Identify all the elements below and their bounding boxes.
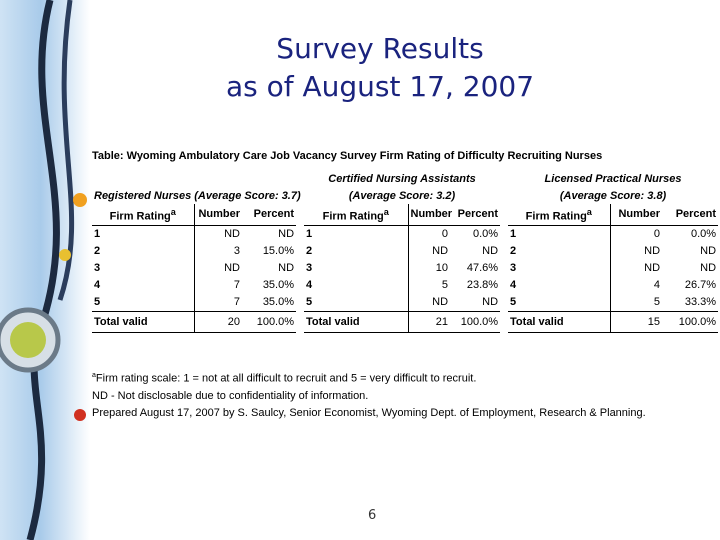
col-number-cna: Number — [408, 204, 450, 225]
total-cna-percent: 100.0% — [450, 311, 500, 332]
table-row — [92, 225, 718, 243]
lpn-percent-cell: ND — [700, 262, 717, 275]
cna-percent-cell: 47.6% — [466, 262, 499, 275]
table-row — [92, 243, 718, 260]
rn-percent-cell: 15.0% — [262, 245, 295, 258]
col-number-rn: Number — [194, 204, 242, 225]
rn-number-cell: 7 — [233, 296, 240, 309]
cna-percent-cell: 0.0% — [472, 228, 499, 241]
lpn-number-cell: 5 — [653, 296, 661, 309]
total-label: Total valid — [92, 311, 194, 332]
cna-number-cell: 5 — [441, 279, 449, 292]
total-label: Total valid — [508, 311, 610, 332]
rating-cell: 3 — [304, 260, 408, 277]
rn-number-cell: ND — [224, 262, 240, 275]
rating-cell: 2 — [304, 243, 408, 260]
group-cna-line2: (Average Score: 3.2) — [348, 189, 456, 202]
group-rn: Registered Nurses (Average Score: 3.7) — [94, 189, 301, 202]
note-rating-scale: $^a$Firm rating scale: 1 = not at all difficult to recruit and 5 = very difficult to recruit. — [92, 372, 477, 385]
total-lpn-number: 15 — [610, 311, 662, 332]
total-rn-percent: 100.0% — [242, 311, 296, 332]
rating-cell: 5 — [92, 294, 194, 312]
rating-cell: 1 — [508, 225, 610, 243]
cna-number-cell: 0 — [441, 228, 449, 241]
rn-percent-cell: 35.0% — [262, 296, 295, 309]
col-firm-rating-lpn: Firm Rating$^a$ — [508, 204, 610, 225]
rn-number-cell: ND — [224, 228, 240, 241]
slide-title — [130, 30, 630, 106]
total-cna-number: 21 — [408, 311, 450, 332]
rn-percent-cell: 35.0% — [262, 279, 295, 292]
table-row — [92, 277, 718, 294]
group-header-row-1 — [92, 170, 718, 187]
rating-cell: 4 — [508, 277, 610, 294]
lpn-number-cell: 4 — [653, 279, 661, 292]
column-header-row — [92, 204, 718, 225]
col-percent-rn: Percent — [242, 204, 296, 225]
note-prepared-by: Prepared August 17, 2007 by S. Saulcy, Senior Economist, Wyoming Dept. of Employment, Research & Planning. — [92, 406, 646, 419]
col-number-lpn: Number — [610, 204, 662, 225]
cna-number-cell: ND — [432, 296, 449, 309]
cna-percent-cell: ND — [482, 296, 499, 309]
slide-title-line2: as of August 17, 2007 — [225, 70, 535, 103]
lpn-percent-cell: 33.3% — [684, 296, 717, 309]
table-row — [92, 260, 718, 277]
lpn-percent-cell: ND — [700, 245, 717, 258]
table-caption: Table: Wyoming Ambulatory Care Job Vacancy Survey Firm Rating of Difficulty Recruiting Nurses — [92, 150, 603, 162]
total-lpn-percent: 100.0% — [662, 311, 718, 332]
rating-cell: 2 — [92, 243, 194, 260]
group-lpn-line2: (Average Score: 3.8) — [559, 189, 667, 202]
decorative-sidebar-image — [0, 0, 90, 540]
cna-number-cell: 10 — [435, 262, 449, 275]
rating-cell: 5 — [508, 294, 610, 312]
table-row — [92, 294, 718, 312]
rating-cell: 5 — [304, 294, 408, 312]
lpn-number-cell: 0 — [653, 228, 661, 241]
cna-number-cell: ND — [432, 245, 449, 258]
col-firm-rating-cna: Firm Rating$^a$ — [304, 204, 408, 225]
group-header-row-2 — [92, 187, 718, 204]
lpn-percent-cell: 0.0% — [690, 228, 717, 241]
col-percent-cna: Percent — [450, 204, 500, 225]
group-cna-line1: Certified Nursing Assistants — [328, 172, 476, 185]
rn-number-cell: 3 — [233, 245, 240, 258]
col-percent-lpn: Percent — [662, 204, 718, 225]
results-table — [92, 170, 718, 333]
cna-percent-cell: ND — [482, 245, 499, 258]
note-nd: ND - Not disclosable due to confidentiality of information. — [92, 389, 369, 402]
slide-title-line1: Survey Results — [276, 32, 484, 65]
lpn-number-cell: ND — [644, 262, 661, 275]
rn-percent-cell: ND — [278, 228, 295, 241]
lpn-percent-cell: 26.7% — [684, 279, 717, 292]
rating-cell: 3 — [508, 260, 610, 277]
rating-cell: 4 — [92, 277, 194, 294]
rating-cell: 3 — [92, 260, 194, 277]
total-row — [92, 311, 718, 332]
stethoscope-image — [0, 0, 90, 540]
rn-number-cell: 7 — [233, 279, 240, 292]
page-number: 6 — [368, 508, 377, 523]
rating-cell: 2 — [508, 243, 610, 260]
table-notes — [92, 367, 646, 422]
col-firm-rating-rn: Firm Rating$^a$ — [92, 204, 194, 225]
lpn-number-cell: ND — [644, 245, 661, 258]
total-label: Total valid — [304, 311, 408, 332]
group-lpn-line1: Licensed Practical Nurses — [544, 172, 682, 185]
total-rn-number: 20 — [194, 311, 242, 332]
cna-percent-cell: 23.8% — [466, 279, 499, 292]
rating-cell: 1 — [92, 225, 194, 243]
rating-cell: 1 — [304, 225, 408, 243]
rn-percent-cell: ND — [278, 262, 295, 275]
results-table-container — [92, 150, 717, 333]
rating-cell: 4 — [304, 277, 408, 294]
